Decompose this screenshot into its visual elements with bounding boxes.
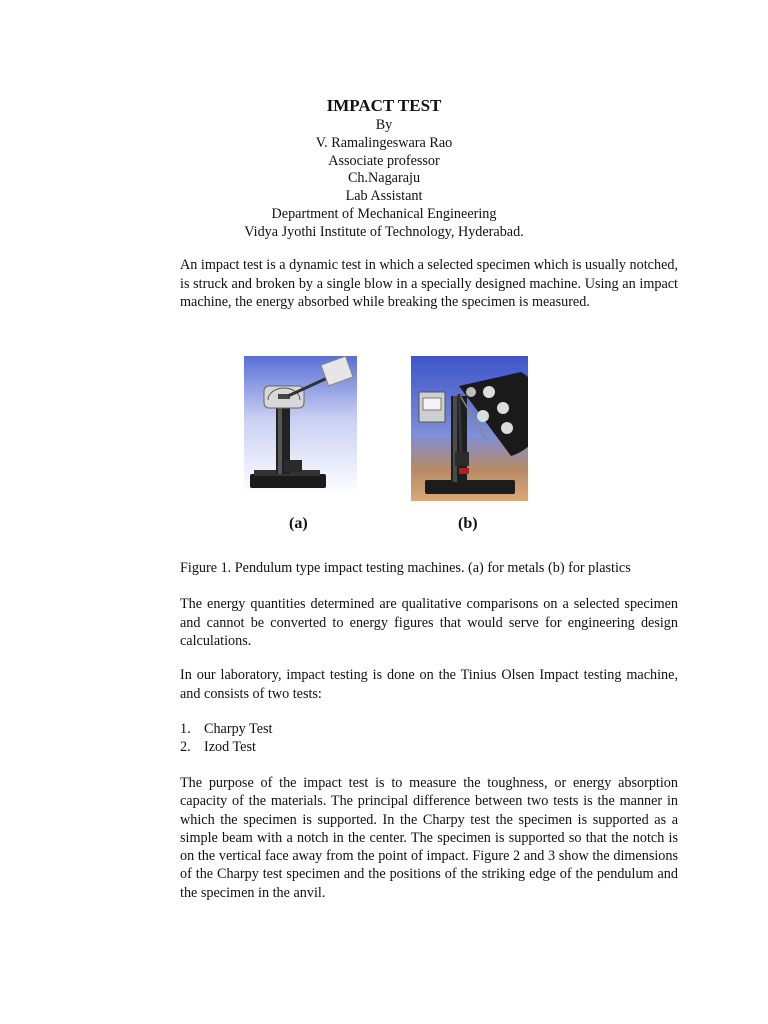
laboratory-paragraph: In our laboratory, impact testing is done on the Tinius Olsen Impact testing machine, and consists of two tests: [180, 667, 678, 702]
author-2: Ch.Nagaraju [347, 170, 421, 187]
title-block [0, 95, 768, 242]
impact-machine-plastics-image [411, 356, 528, 501]
list-item-label: Charpy Test [204, 721, 273, 737]
author-1-role: Associate professor [328, 152, 440, 169]
figure-label-a: (a) [289, 515, 308, 532]
list-item-label: Izod Test [204, 739, 256, 755]
institute: Vidya Jyothi Institute of Technology, Hyderabad. [244, 223, 524, 240]
figure-caption: Figure 1. Pendulum type impact testing machines. (a) for metals (b) for plastics [180, 560, 631, 576]
list-item [180, 720, 273, 738]
by-line: By [375, 117, 393, 133]
intro-paragraph: An impact test is a dynamic test in which a selected specimen which is usually notched, is struck and broken by a single blow in a specially designed machine. Using an impact machine, the energy absorbed while breaking the specimen is measured. [180, 257, 679, 311]
energy-paragraph: The energy quantities determined are qualitative comparisons on a selected specimen and cannot be converted to energy figures that would serve for engineering design calculations. [180, 596, 678, 650]
figure-label-b: (b) [458, 515, 478, 532]
list-item [180, 738, 273, 756]
author-2-role: Lab Assistant [345, 188, 423, 205]
author-1: V. Ramalingeswara Rao [315, 134, 453, 151]
purpose-paragraph: The purpose of the impact test is to measure the toughness, or energy absorption capacity of the materials. The principal difference between two tests is the manner in which the specimen is supported. In the Charpy test the specimen is supported as a simple beam with a notch in the center. The specimen is supported so that the notch is on the vertical face away from the point of impact. Figure 2 and 3 show the dimensions of the Charpy test specimen and the positions of the striking edge of the pendulum and the specimen in the anvil. [180, 775, 678, 901]
department: Department of Mechanical Engineering [271, 205, 497, 222]
document-title: IMPACT TEST [326, 96, 442, 115]
impact-machine-metals-image [244, 356, 357, 495]
list-number: 1. [180, 721, 191, 737]
list-number: 2. [180, 739, 191, 755]
test-list [180, 720, 273, 756]
